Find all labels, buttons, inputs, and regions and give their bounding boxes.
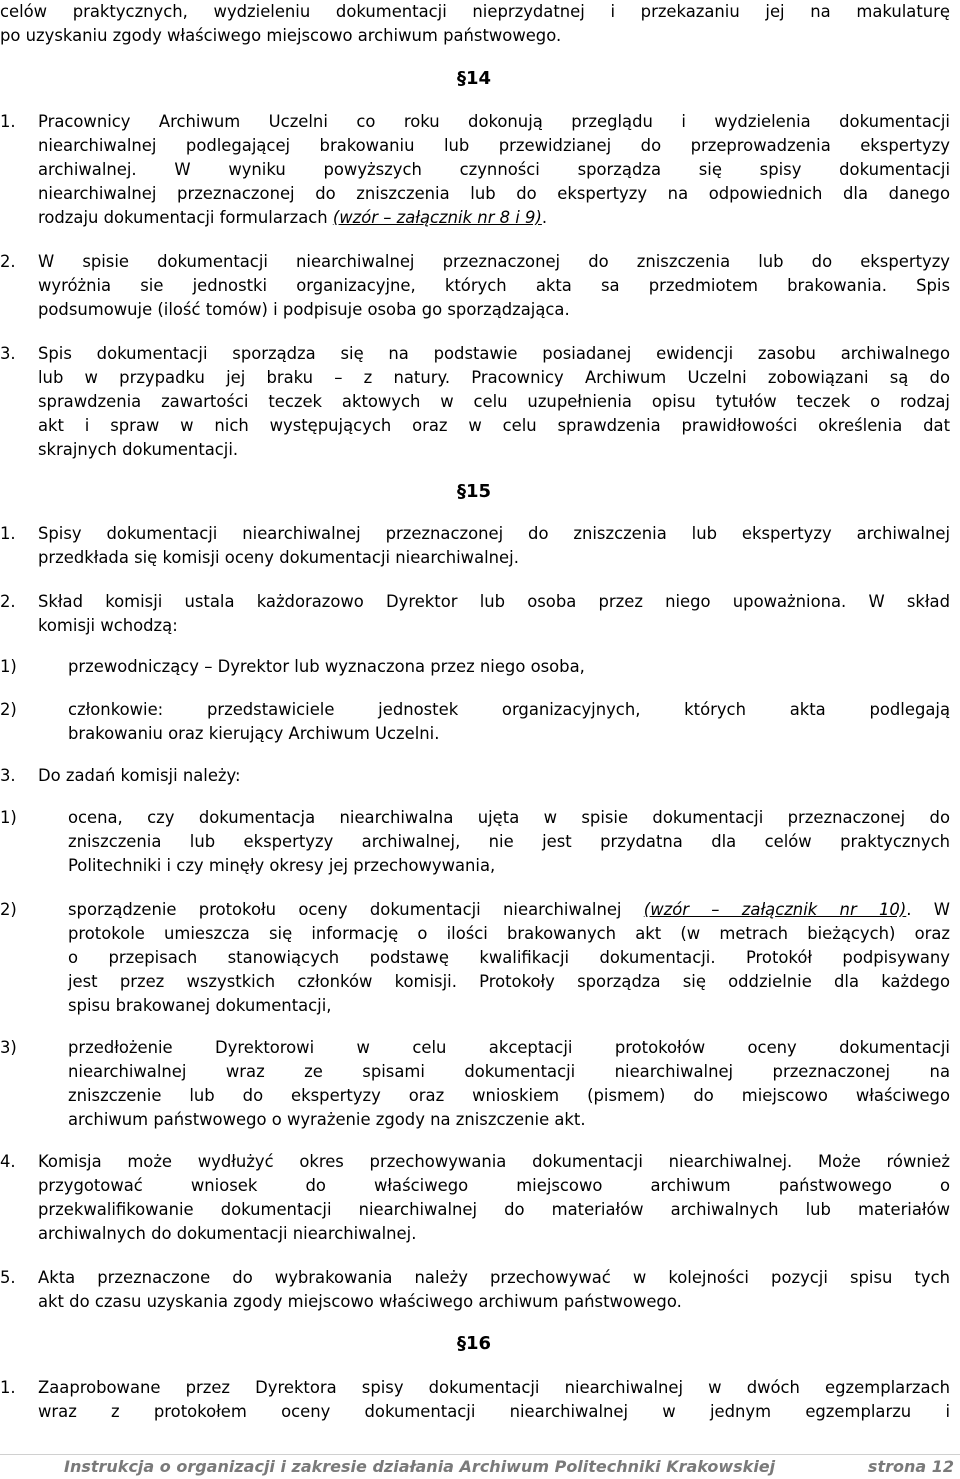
text-line: Komisja może wydłużyć okres przechowywania dokumentacji niearchiwalnej. Może również bbox=[38, 1152, 950, 1171]
attachment-reference: (wzór – załącznik nr 10) bbox=[643, 900, 907, 919]
text-line: przedkłada się komisji oceny dokumentacji niearchiwalnej. bbox=[38, 548, 519, 567]
text-line: Spisy dokumentacji niearchiwalnej przeznaczonej do zniszczenia lub ekspertyzy archiwalnej bbox=[38, 524, 950, 543]
text-line: przewodniczący – Dyrektor lub wyznaczona przez niego osoba, bbox=[68, 657, 585, 676]
paragraph-number: 3. bbox=[0, 766, 16, 785]
text-line: wraz z protokołem oceny dokumentacji niearchiwalnej w jednym egzemplarzu i bbox=[38, 1402, 950, 1421]
text-line: Akta przeznaczone do wybrakowania należy przechowywać w kolejności pozycji spisu tych bbox=[38, 1268, 950, 1287]
text-line: niearchiwalnej wraz ze spisami dokumentacji niearchiwalnej przeznaczonej na bbox=[68, 1062, 950, 1081]
text-line: akt i spraw w nich występujących oraz w celu sprawdzenia prawidłowości określenia dat bbox=[38, 416, 950, 435]
text-line: o przepisach stanowiących podstawę kwalifikacji dokumentacji. Protokół podpisywany bbox=[68, 948, 950, 967]
paragraph-number: 1. bbox=[0, 112, 16, 131]
section-heading-16: §16 bbox=[457, 1333, 492, 1354]
paragraph-number: 3. bbox=[0, 344, 16, 363]
paragraph-number: 1. bbox=[0, 524, 16, 543]
paragraph-number: 2. bbox=[0, 592, 16, 611]
text-line: lub w przypadku jej braku – z natury. Pracownicy Archiwum Uczelni zobowiązani są do bbox=[38, 368, 950, 387]
list-number: 2) bbox=[0, 700, 17, 719]
text-line: przygotować wniosek do właściwego miejscowo archiwum państwowego o bbox=[38, 1176, 950, 1195]
text-line: rodzaju dokumentacji formularzach (wzór – załącznik nr 8 i 9). bbox=[38, 208, 548, 227]
text-line: protokole umieszcza się informację o ilości brakowanych akt (w metrach bieżących) oraz bbox=[68, 924, 950, 943]
text-line: celów praktycznych, wydzieleniu dokumentacji nieprzydatnej i przekazaniu jej na makulaturę bbox=[0, 2, 950, 21]
text-line: ocena, czy dokumentacja niearchiwalna ujęta w spisie dokumentacji przeznaczonej do bbox=[68, 808, 950, 827]
text-line: akt do czasu uzyskania zgody miejscowo właściwego archiwum państwowego. bbox=[38, 1292, 682, 1311]
text-line: zniszczenia lub ekspertyzy archiwalnej, nie jest przydatna dla celów praktycznych bbox=[68, 832, 950, 851]
paragraph-number: 1. bbox=[0, 1378, 16, 1397]
text-line: Zaaprobowane przez Dyrektora spisy dokumentacji niearchiwalnej w dwóch egzemplarzach bbox=[38, 1378, 950, 1397]
text-line: sporządzenie protokołu oceny dokumentacji niearchiwalnej (wzór – załącznik nr 10). W bbox=[68, 900, 950, 919]
text-line: Skład komisji ustala każdorazowo Dyrektor lub osoba przez niego upoważniona. W skład bbox=[38, 592, 950, 611]
text-line: Pracownicy Archiwum Uczelni co roku dokonują przeglądu i wydzielenia dokumentacji bbox=[38, 112, 950, 131]
list-number: 1) bbox=[0, 808, 17, 827]
paragraph-number: 2. bbox=[0, 252, 16, 271]
text-line: jest przez wszystkich członków komisji. Protokoły sporządza się oddzielnie dla każdego bbox=[68, 972, 950, 991]
text-line: brakowaniu oraz kierujący Archiwum Uczelni. bbox=[68, 724, 440, 743]
text-line: W spisie dokumentacji niearchiwalnej przeznaczonej do zniszczenia lub do ekspertyzy bbox=[38, 252, 950, 271]
text-line: komisji wchodzą: bbox=[38, 616, 178, 635]
text-line: archiwum państwowego o wyrażenie zgody na zniszczenie akt. bbox=[68, 1110, 586, 1129]
text-line: niearchiwalnej podlegającej brakowaniu lub przewidzianej do przeprowadzenia ekspertyzy bbox=[38, 136, 950, 155]
section-heading-15: §15 bbox=[457, 481, 492, 502]
list-number: 3) bbox=[0, 1038, 17, 1057]
text-line: Politechniki i czy minęły okresy jej przechowywania, bbox=[68, 856, 496, 875]
text-line: spisu brakowanej dokumentacji, bbox=[68, 996, 332, 1015]
text-line: przekwalifikowanie dokumentacji niearchiwalnej do materiałów archiwalnych lub materiałów bbox=[38, 1200, 950, 1219]
text-line: archiwalnych do dokumentacji niearchiwalnej. bbox=[38, 1224, 417, 1243]
text-line: zniszczenie lub do ekspertyzy oraz wnioskiem (pismem) do miejscowo właściwego bbox=[68, 1086, 950, 1105]
text-line: przedłożenie Dyrektorowi w celu akceptacji protokołów oceny dokumentacji bbox=[68, 1038, 950, 1057]
text-line: po uzyskaniu zgody właściwego miejscowo archiwum państwowego. bbox=[0, 26, 562, 45]
text-line: wyróżnia sie jednostki organizacyjne, których akta sa przedmiotem brakowania. Spis bbox=[38, 276, 950, 295]
text-line: Spis dokumentacji sporządza się na podstawie posiadanej ewidencji zasobu archiwalnego bbox=[38, 344, 950, 363]
footer-title: Instrukcja o organizacji i zakresie działania Archiwum Politechniki Krakowskiej bbox=[64, 1457, 776, 1476]
paragraph-number: 4. bbox=[0, 1152, 16, 1171]
list-number: 1) bbox=[0, 657, 17, 676]
text-line: niearchiwalnej przeznaczonej do zniszczenia lub do ekspertyzy na odpowiednich dla danego bbox=[38, 184, 950, 203]
text-line: członkowie: przedstawiciele jednostek organizacyjnych, których akta podlegają bbox=[68, 700, 950, 719]
text-line: Do zadań komisji należy: bbox=[38, 766, 241, 785]
list-number: 2) bbox=[0, 900, 17, 919]
text-line: podsumowuje (ilość tomów) i podpisuje osoba go sporządzająca. bbox=[38, 300, 570, 319]
paragraph-number: 5. bbox=[0, 1268, 16, 1287]
attachment-reference: (wzór – załącznik nr 8 i 9) bbox=[332, 208, 542, 227]
text-line: sprawdzenia zawartości teczek aktowych w celu uzupełnienia opisu tytułów teczek o rodzaj bbox=[38, 392, 950, 411]
page-footer bbox=[0, 1454, 960, 1479]
page-number: strona 12 bbox=[867, 1457, 954, 1476]
text-line: skrajnych dokumentacji. bbox=[38, 440, 239, 459]
section-heading-14: §14 bbox=[457, 68, 492, 89]
text-line: archiwalnej. W wyniku powyższych czynności sporządza się spisy dokumentacji bbox=[38, 160, 950, 179]
